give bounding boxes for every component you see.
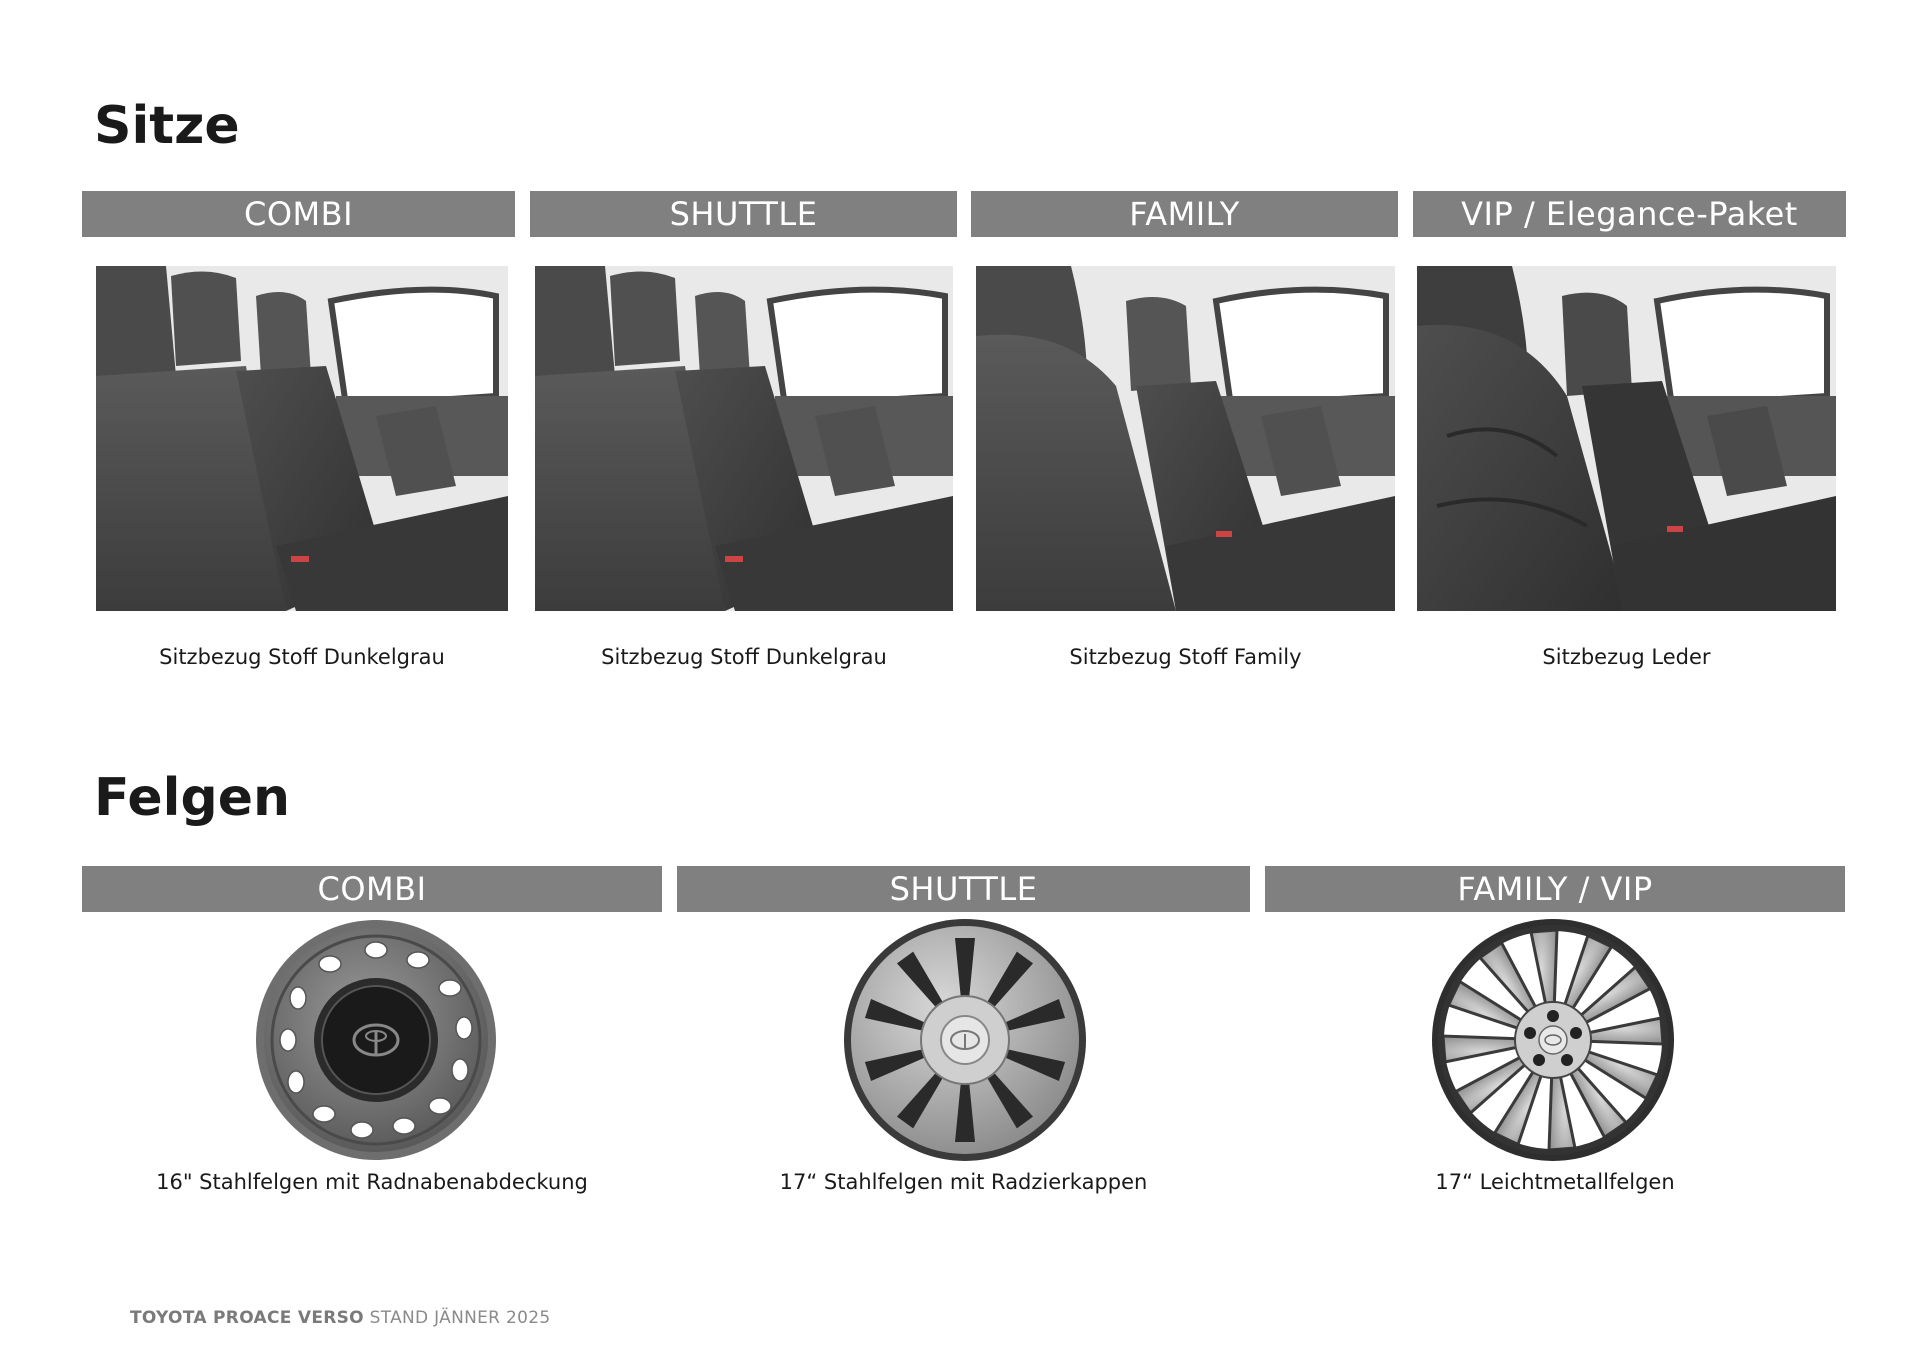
seats-header-family: FAMILY [971,191,1398,237]
seat-caption-vip: Sitzbezug Leder [1542,645,1711,669]
wheel-steel-hubcap [843,918,1087,1162]
footer-status: STAND JÄNNER 2025 [369,1308,551,1328]
leather-seats-image [1417,266,1836,611]
rims-header-combi: COMBI [82,866,662,912]
rim-caption-family-vip: 17“ Leichtmetallfelgen [1435,1170,1675,1194]
rims-header-shuttle: SHUTTLE [677,866,1250,912]
rim-caption-shuttle: 17“ Stahlfelgen mit Radzierkappen [779,1170,1148,1194]
rims-title: Felgen [94,768,291,828]
seat-photo-shuttle [535,266,953,611]
seats-title: Sitze [94,96,240,156]
dark-grey-fabric-seats-image [96,266,508,611]
seat-caption-family: Sitzbezug Stoff Family [1069,645,1302,669]
rims-header-family-vip: FAMILY / VIP [1265,866,1845,912]
family-fabric-seats-image [976,266,1395,611]
dark-grey-fabric-seats-image [535,266,953,611]
seats-header-shuttle: SHUTTLE [530,191,957,237]
rim-caption-combi: 16" Stahlfelgen mit Radnabenabdeckung [156,1170,588,1194]
steel-wheel-hub-cap-image [254,918,498,1162]
seats-header-combi: COMBI [82,191,515,237]
seat-caption-shuttle: Sitzbezug Stoff Dunkelgrau [601,645,887,669]
seat-photo-family [976,266,1395,611]
steel-wheel-hubcap-cover-image [843,918,1087,1162]
wheel-steel-hub [254,918,498,1162]
wheel-alloy [1431,918,1675,1162]
seats-header-vip: VIP / Elegance-Paket [1413,191,1846,237]
seat-photo-combi [96,266,508,611]
footer-model: TOYOTA PROACE VERSO [130,1308,364,1328]
alloy-wheel-image [1431,918,1675,1162]
seat-photo-vip [1417,266,1836,611]
seat-caption-combi: Sitzbezug Stoff Dunkelgrau [159,645,445,669]
footer [130,1308,550,1328]
